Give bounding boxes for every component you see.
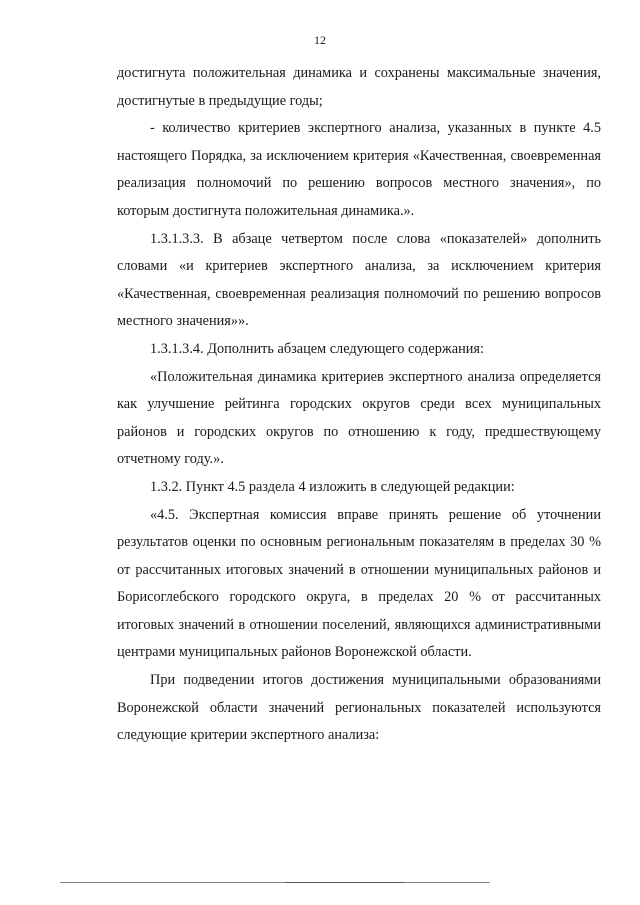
page-number: 12 bbox=[314, 33, 326, 47]
paragraph: «Положительная динамика критериев экспертного анализа определяется как улучшение рейтинга городских округов среди всех муниципальных районов и городских округов по отношению к году, предшествующему отчетному году.». bbox=[117, 368, 601, 468]
paragraph: При подведении итогов достижения муниципальными образованиями Воронежской области значений региональных показателей используются следующие критерии экспертного анализа: bbox=[117, 672, 601, 744]
paragraph: - количество критериев экспертного анализа, указанных в пункте 4.5 настоящего Порядка, за исключением критерия «Качественная, своевременная реализация полномочий по решению вопросов местного значения», по которым достигнута положительная динамика.». bbox=[117, 120, 601, 219]
paragraph: 1.3.2. Пункт 4.5 раздела 4 изложить в следующей редакции: bbox=[150, 478, 515, 495]
paragraph: «4.5. Экспертная комиссия вправе принять решение об уточнении результатов оценки по основным региональным показателям в пределах 30 % от рассчитанных итоговых значений в отношении муниципальных районов и Борисоглебского городского округа, в пределах 20 % от рассчитанных итоговых значений в отношении поселений, являющихся административными центрами муниципальных районов Воронежской области. bbox=[117, 506, 601, 661]
paragraph: 1.3.1.3.4. Дополнить абзацем следующего содержания: bbox=[150, 340, 484, 357]
footer-rule-dark bbox=[285, 882, 405, 883]
paragraph: 1.3.1.3.3. В абзаце четвертом после слова «показателей» дополнить словами «и критериев экспертного анализа, за исключением критерия «Качественная, своевременная реализация полномочий по решению вопросов местного значения»». bbox=[117, 230, 601, 330]
document-body bbox=[117, 60, 601, 750]
paragraph: достигнута положительная динамика и сохранены максимальные значения, достигнутые в предыдущие годы; bbox=[117, 65, 601, 109]
footer-rule bbox=[60, 882, 490, 883]
